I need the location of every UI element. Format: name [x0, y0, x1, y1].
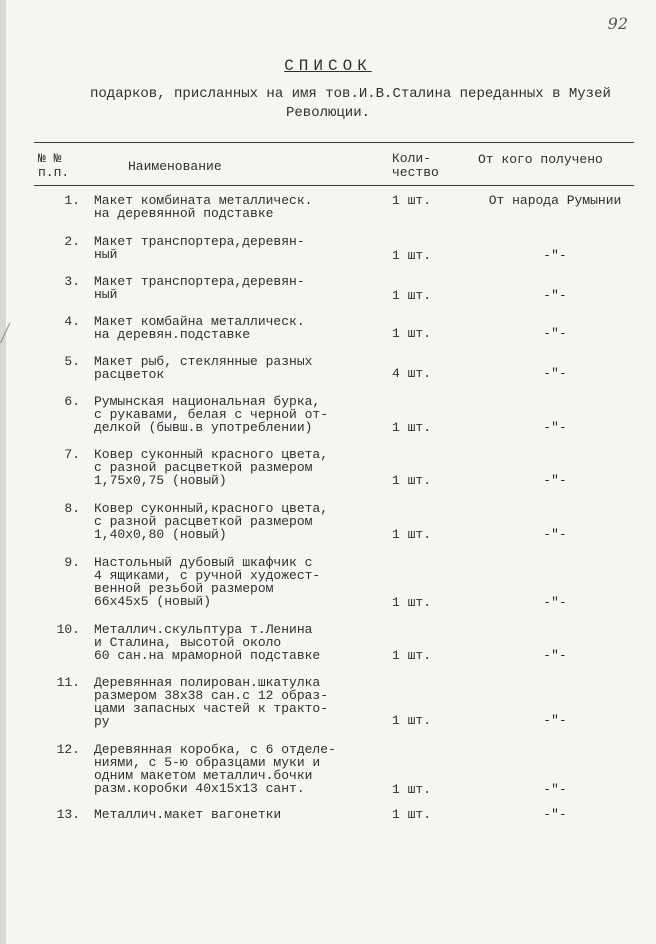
- item-quantity: 1 шт.: [392, 713, 432, 728]
- item-from: -"-: [543, 473, 567, 488]
- item-number: 1.: [64, 193, 80, 208]
- item-number: 8.: [64, 501, 80, 516]
- item-quantity: 1 шт.: [392, 248, 432, 263]
- item-number: 9.: [64, 555, 80, 570]
- item-name: Металлич.макет вагонетки: [94, 807, 282, 822]
- item-number: 11.: [56, 675, 80, 690]
- scan-edge: [0, 0, 6, 944]
- header-top-rule: [34, 142, 634, 143]
- item-number: 2.: [64, 234, 80, 249]
- item-quantity: 4 шт.: [392, 366, 432, 381]
- item-quantity: 1 шт.: [392, 288, 432, 303]
- item-quantity: 1 шт.: [392, 473, 432, 488]
- item-name: Румынская национальная бурка, с рукавами, белая с черной от- делкой (бывш.в употреблении): [94, 394, 329, 435]
- item-from: -"-: [543, 713, 567, 728]
- document-subtitle: [90, 85, 630, 123]
- item-quantity: 1 шт.: [392, 595, 432, 610]
- item-from: -"-: [543, 595, 567, 610]
- document-title: СПИСОК: [284, 57, 372, 75]
- page-number: 92: [607, 14, 628, 33]
- item-from: -"-: [543, 326, 567, 341]
- item-quantity: 1 шт.: [392, 420, 432, 435]
- item-number: 6.: [64, 394, 80, 409]
- header-from: От кого получено: [478, 152, 603, 167]
- item-quantity: 1 шт.: [392, 782, 432, 797]
- item-name: Ковер суконный красного цвета, с разной расцветкой размером 1,75х0,75 (новый): [94, 447, 329, 488]
- item-from: -"-: [543, 420, 567, 435]
- item-name: Макет транспортера,деревян- ный: [94, 234, 305, 262]
- header-bottom-rule: [34, 185, 634, 186]
- item-number: 12.: [56, 742, 80, 757]
- item-number: 13.: [56, 807, 80, 822]
- item-from: -"-: [543, 782, 567, 797]
- header-number: № № п.п.: [38, 151, 70, 180]
- item-from: -"-: [543, 366, 567, 381]
- item-number: 7.: [64, 447, 80, 462]
- item-from: -"-: [543, 648, 567, 663]
- item-from: -"-: [543, 807, 567, 822]
- item-from: -"-: [543, 248, 567, 263]
- item-quantity: 1 шт.: [392, 807, 432, 822]
- subtitle-line-1: подарков, присланных на имя тов.И.В.Сталина переданных в Музей: [90, 86, 611, 102]
- item-name: Макет рыб, стеклянные разных расцветок: [94, 354, 313, 382]
- item-number: 10.: [56, 622, 80, 637]
- item-from: -"-: [543, 288, 567, 303]
- item-name: Макет комбайна металлическ. на деревян.подставке: [94, 314, 305, 342]
- item-number: 3.: [64, 274, 80, 289]
- item-name: Деревянная коробка, с 6 отделе- ниями, с 5-ю образцами муки и одним макетом металлич.бочки разм.коробки 40х15х13 сант.: [94, 742, 336, 796]
- header-name: Наименование: [128, 159, 222, 174]
- subtitle-line-2: Революции.: [285, 105, 370, 121]
- item-name: Металлич.скульптура т.Ленина и Сталина, высотой около 60 сан.на мраморной подставке: [94, 622, 321, 663]
- item-name: Макет комбината металлическ. на деревянной подставке: [94, 193, 313, 221]
- item-from: От народа Румынии: [488, 193, 622, 208]
- item-quantity: 1 шт.: [392, 527, 432, 542]
- item-name: Макет транспортера,деревян- ный: [94, 274, 305, 302]
- item-name: Настольный дубовый шкафчик с 4 ящиками, с ручной художест- венной резьбой размером 66х45х5 (новый): [94, 555, 321, 609]
- item-quantity: 1 шт.: [392, 193, 432, 208]
- item-number: 4.: [64, 314, 80, 329]
- item-name: Деревянная полирован.шкатулка размером 38х38 сан.с 12 образ- цами запасных частей к тракто- ру: [94, 675, 329, 729]
- item-name: Ковер суконный,красного цвета, с разной расцветкой размером 1,40х0,80 (новый): [94, 501, 329, 542]
- item-quantity: 1 шт.: [392, 326, 432, 341]
- header-quantity: Коли- чество: [392, 151, 439, 180]
- item-quantity: 1 шт.: [392, 648, 432, 663]
- item-number: 5.: [64, 354, 80, 369]
- item-from: -"-: [543, 527, 567, 542]
